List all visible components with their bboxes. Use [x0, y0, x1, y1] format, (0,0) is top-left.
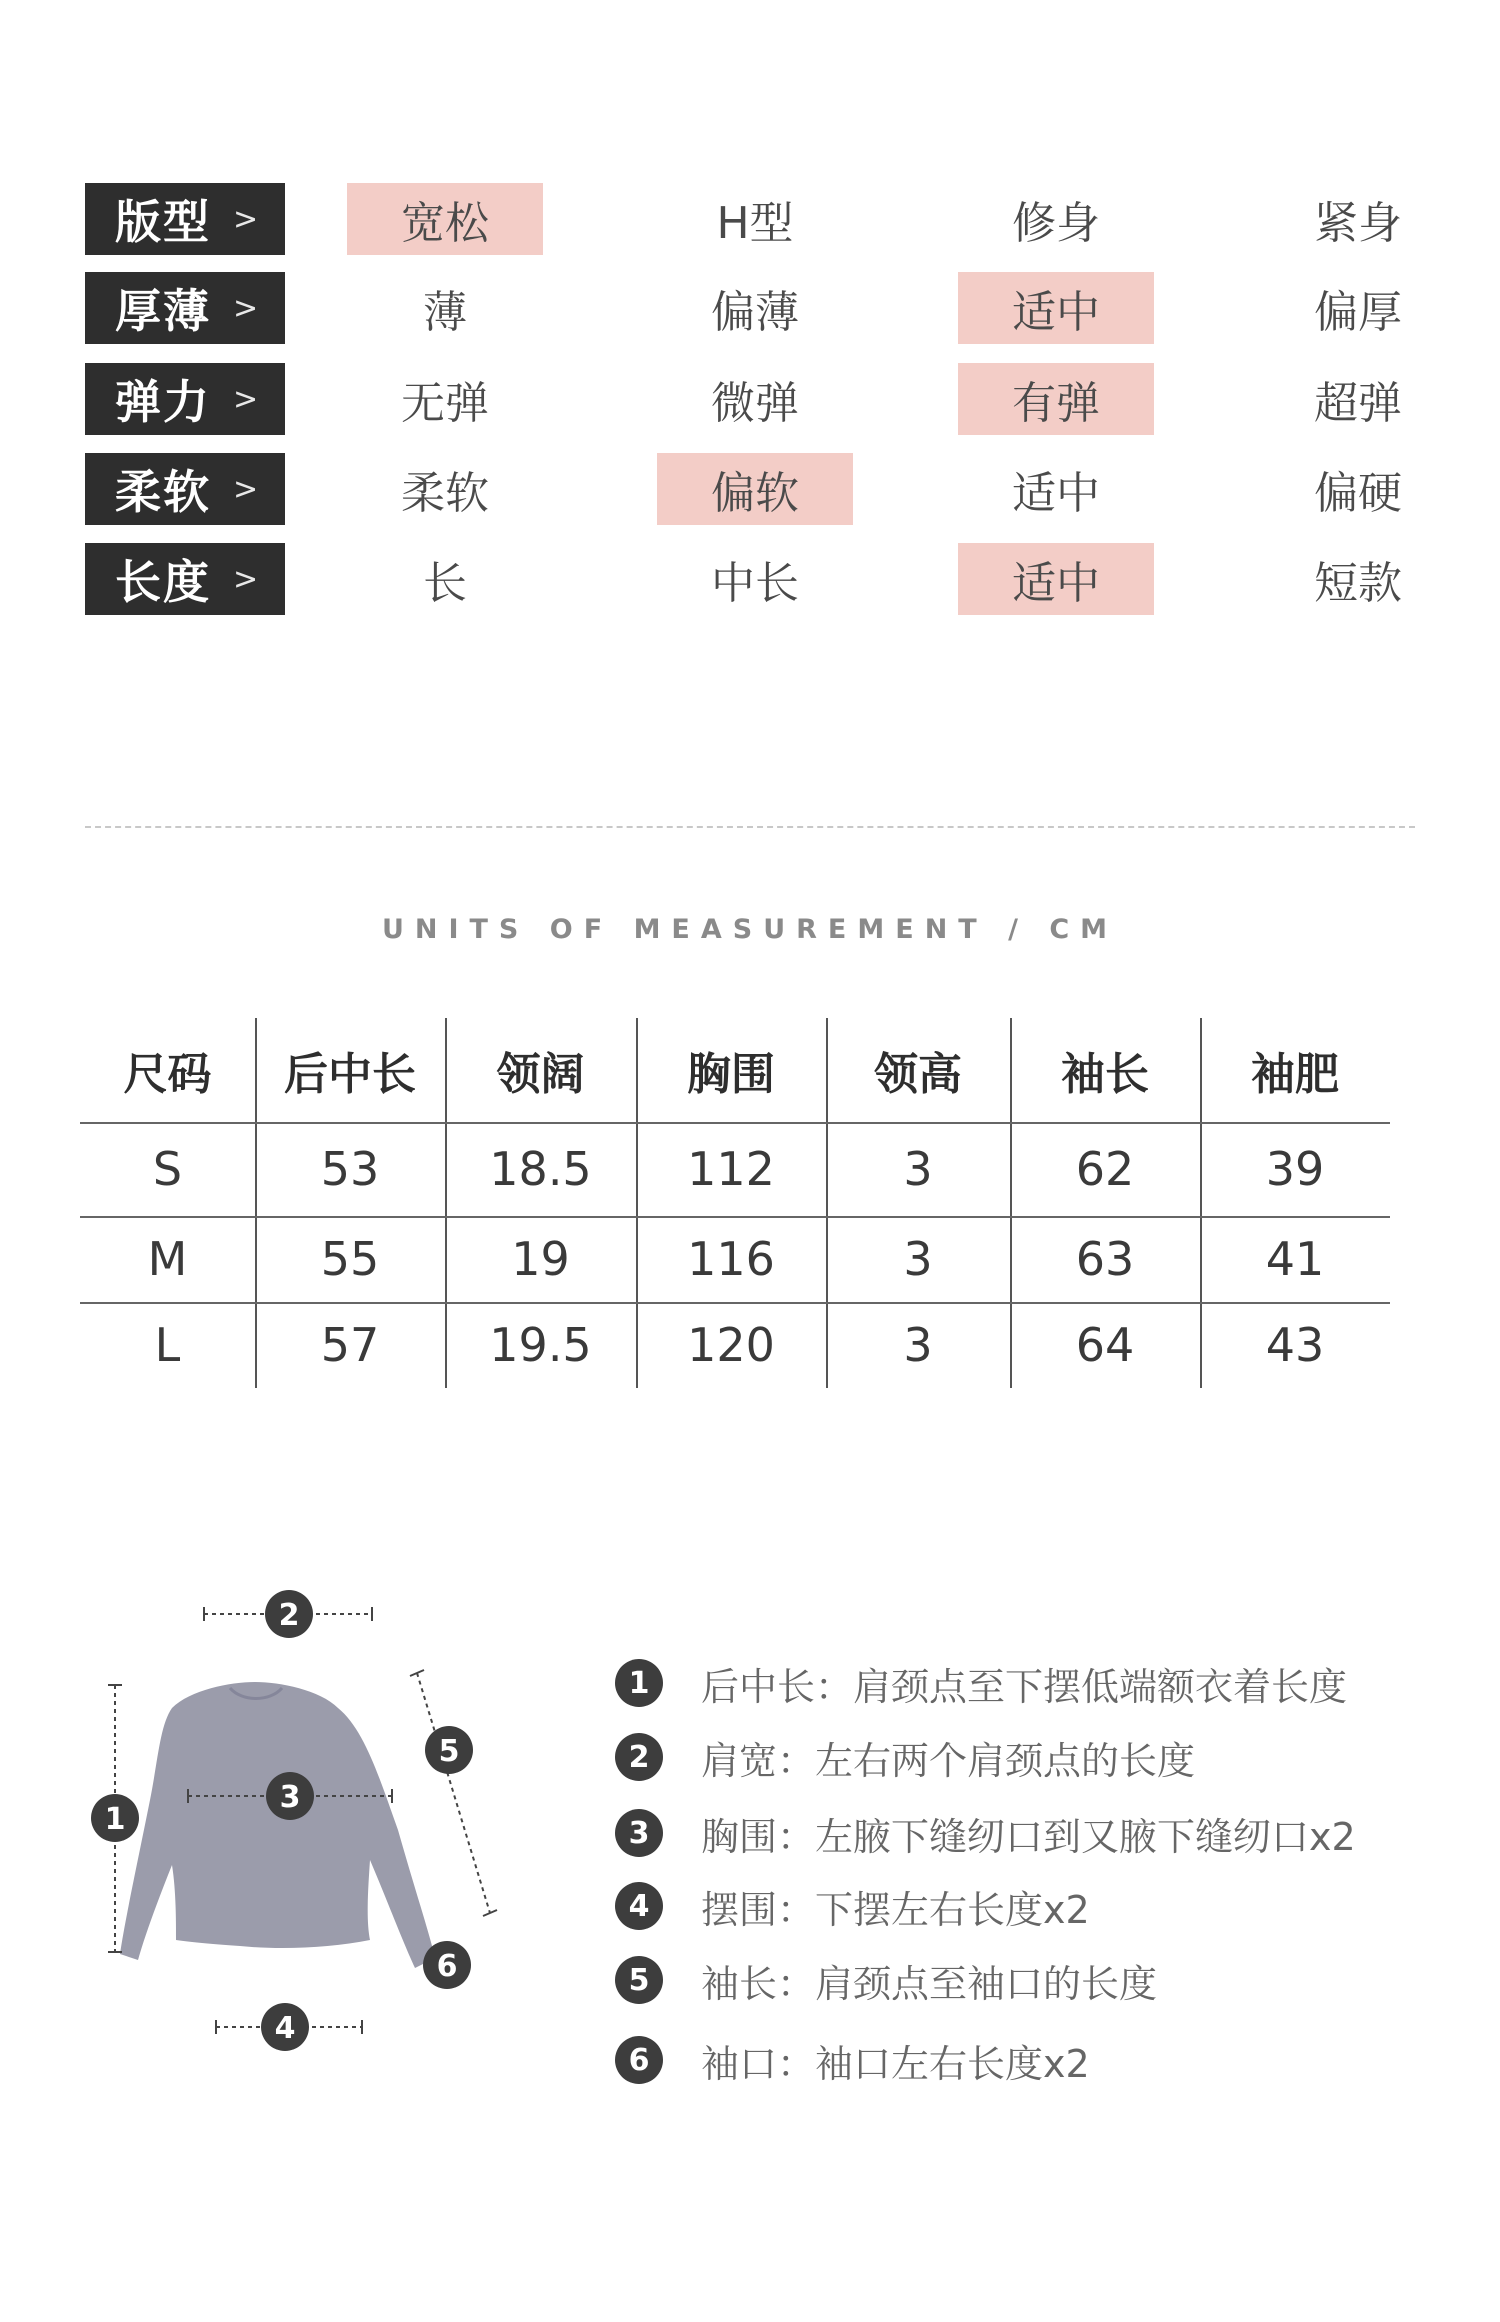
chevron-right-icon: > [233, 471, 259, 507]
number-badge: 4 [615, 1882, 663, 1930]
table-cell: 53 [320, 1142, 380, 1196]
attribute-option: 紧身 [1314, 198, 1402, 249]
chevron-right-icon: > [233, 290, 259, 326]
table-header-cell: 领高 [874, 1049, 962, 1100]
attribute-option: 短款 [1314, 558, 1402, 609]
legend-text: 后中长：肩颈点至下摆低端额衣着长度 [701, 1664, 1348, 1709]
attribute-label-text: 弹力 [115, 375, 211, 429]
attribute-option: 宽松 [347, 183, 543, 255]
table-cell: 112 [687, 1142, 775, 1196]
number-badge: 3 [615, 1809, 663, 1857]
legend-item [615, 1952, 1157, 2008]
attribute-label [85, 363, 285, 435]
table-cell: 19 [511, 1232, 570, 1286]
number-badge: 1 [615, 1659, 663, 1707]
attribute-option: 修身 [1012, 198, 1100, 249]
table-cell: 39 [1265, 1142, 1325, 1196]
legend-item [615, 1878, 1090, 1934]
attribute-label-text: 长度 [115, 555, 211, 609]
marker-badge-1 [91, 1794, 139, 1842]
number-badge: 2 [615, 1733, 663, 1781]
sweater-illustration [120, 1682, 435, 1968]
attribute-label-text: 版型 [115, 195, 211, 249]
attribute-option: 适中 [958, 272, 1154, 344]
table-cell: 3 [903, 1318, 933, 1372]
table-cell: 18.5 [489, 1142, 592, 1196]
attribute-row-elasticity [85, 363, 1415, 435]
table-header-cell: 胸围 [687, 1049, 775, 1100]
marker-number: 3 [279, 1780, 301, 1815]
sweater-diagram [80, 1590, 520, 2060]
attribute-option: 偏硬 [1314, 468, 1402, 519]
table-cell: 3 [903, 1232, 933, 1286]
attribute-option: 有弹 [958, 363, 1154, 435]
marker-number: 5 [438, 1734, 460, 1769]
marker-badge-5 [425, 1726, 473, 1774]
legend-text: 袖长：肩颈点至袖口的长度 [701, 1961, 1158, 2006]
table-cell: 120 [687, 1318, 775, 1372]
marker-badge-3 [266, 1772, 314, 1820]
attribute-option: 适中 [958, 543, 1154, 615]
chevron-right-icon: > [233, 201, 259, 237]
attribute-label-text: 柔软 [115, 465, 211, 519]
table-cell: 19.5 [489, 1318, 592, 1372]
marker-number: 4 [274, 2011, 296, 2046]
attribute-label [85, 183, 285, 255]
table-cell: 41 [1265, 1232, 1325, 1286]
legend-text: 摆围：下摆左右长度x2 [701, 1887, 1090, 1932]
table-header-cell: 袖长 [1061, 1049, 1149, 1100]
table-cell: 43 [1265, 1318, 1325, 1372]
measure-line-5 [417, 1673, 490, 1913]
table-cell: 63 [1075, 1232, 1135, 1286]
attribute-option: 长 [423, 558, 467, 609]
table-cell: 57 [320, 1318, 380, 1372]
attribute-row-fit [85, 183, 1415, 255]
table-header-cell: 后中长 [284, 1049, 416, 1100]
attribute-label-text: 厚薄 [115, 284, 211, 338]
attribute-option: H型 [716, 198, 794, 249]
attribute-row-thickness [85, 272, 1415, 344]
number-badge: 5 [615, 1956, 663, 2004]
attribute-option: 薄 [423, 287, 467, 338]
table-header-cell: 袖肥 [1251, 1049, 1339, 1100]
table-cell: M [147, 1232, 188, 1286]
legend-item [615, 2032, 1090, 2088]
number-badge: 6 [615, 2036, 663, 2084]
attribute-option: 偏薄 [711, 287, 799, 338]
marker-number: 1 [104, 1802, 126, 1837]
attribute-option: 中长 [711, 558, 799, 609]
table-cell: 64 [1075, 1318, 1135, 1372]
dashed-divider [85, 826, 1415, 828]
marker-badge-6 [423, 1941, 471, 1989]
attribute-option: 适中 [1012, 468, 1100, 519]
table-header-cell: 尺码 [123, 1049, 212, 1100]
attribute-option: 超弹 [1314, 378, 1402, 429]
chevron-right-icon: > [233, 381, 259, 417]
table-cell: 3 [903, 1142, 933, 1196]
marker-number: 6 [436, 1949, 458, 1984]
table-header-cell: 领阔 [496, 1049, 585, 1100]
attribute-option: 无弹 [401, 378, 489, 429]
attribute-label [85, 543, 285, 615]
attribute-option: 偏软 [657, 453, 853, 525]
chevron-right-icon: > [233, 561, 259, 597]
attribute-row-softness [85, 453, 1415, 525]
legend-text: 袖口：袖口左右长度x2 [701, 2041, 1090, 2086]
attribute-option: 柔软 [401, 468, 489, 519]
legend-text: 肩宽：左右两个肩颈点的长度 [701, 1738, 1196, 1783]
legend-text: 胸围：左腋下缝纫口到又腋下缝纫口x2 [701, 1814, 1356, 1859]
table-cell: S [152, 1142, 183, 1196]
marker-badge-4 [261, 2003, 309, 2051]
marker-badge-2 [265, 1590, 313, 1638]
table-cell: L [154, 1318, 181, 1372]
attribute-option: 微弹 [711, 378, 799, 429]
attribute-label [85, 272, 285, 344]
legend-item [615, 1655, 1347, 1711]
attribute-row-length [85, 543, 1415, 615]
units-title: UNITS OF MEASUREMENT / CM [381, 914, 1119, 945]
table-cell: 116 [687, 1232, 775, 1286]
table-cell: 55 [320, 1232, 380, 1286]
table-cell: 62 [1075, 1142, 1135, 1196]
attribute-option: 偏厚 [1314, 287, 1402, 338]
legend-item [615, 1729, 1195, 1785]
attribute-label [85, 453, 285, 525]
size-table [80, 1018, 1390, 1388]
legend-item [615, 1805, 1356, 1861]
marker-number: 2 [278, 1598, 300, 1633]
